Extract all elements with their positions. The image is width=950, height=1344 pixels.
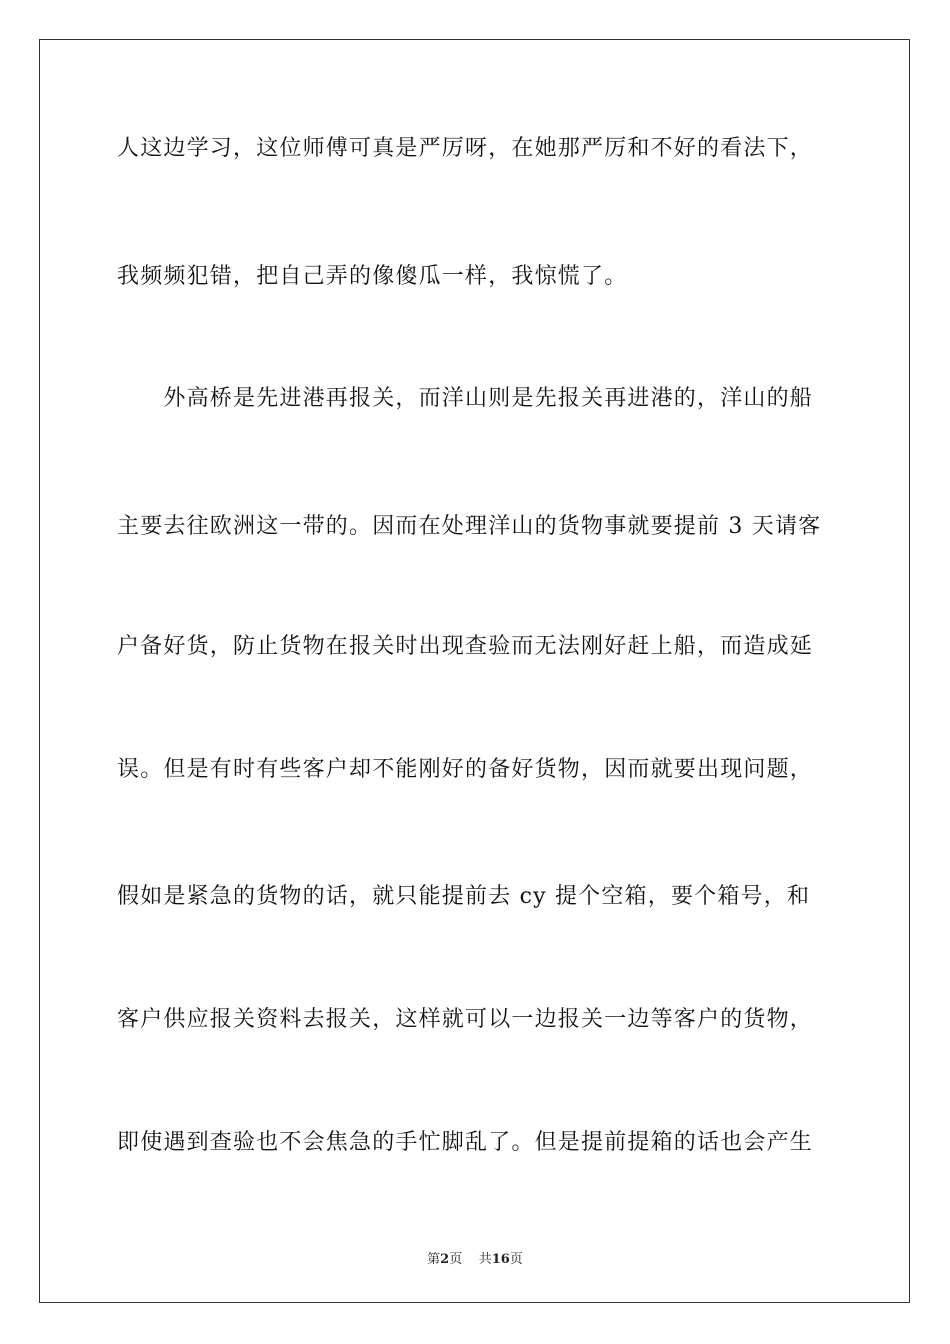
page-footer (0, 1248, 950, 1267)
text-line-4: 主要去往欧洲这一带的。因而在处理洋山的货物事就要提前 3 天请客 (117, 514, 822, 539)
text-line-3: 外高桥是先进港再报关，而洋山则是先报关再进港的，洋山的船 (117, 386, 814, 411)
page-prefix: 第 (427, 1252, 441, 1267)
text-line-1: 人这边学习，这位师傅可真是严厉呀，在她那严厉和不好的看法下， (117, 136, 814, 161)
total-pages: 16 (491, 1252, 510, 1267)
total-prefix: 共 (478, 1252, 492, 1267)
text-line-6: 误。但是有时有些客户却不能刚好的备好货物，因而就要出现问题， (117, 757, 814, 782)
text-line-7: 假如是紧急的货物的话，就只能提前去 cy 提个空箱，要个箱号，和 (117, 884, 811, 909)
total-suffix: 页 (509, 1252, 523, 1267)
text-line-9: 即使遇到查验也不会焦急的手忙脚乱了。但是提前提箱的话也会产生 (117, 1130, 814, 1155)
text-line-5: 户备好货，防止货物在报关时出现查验而无法刚好赶上船，而造成延 (117, 634, 814, 659)
text-line-8: 客户供应报关资料去报关，这样就可以一边报关一边等客户的货物， (117, 1007, 814, 1032)
page-frame (39, 39, 910, 1303)
page-number: 2 (440, 1252, 450, 1267)
text-line-2: 我频频犯错，把自己弄的像傻瓜一样，我惊慌了。 (117, 264, 628, 289)
page-suffix: 页 (449, 1252, 463, 1267)
